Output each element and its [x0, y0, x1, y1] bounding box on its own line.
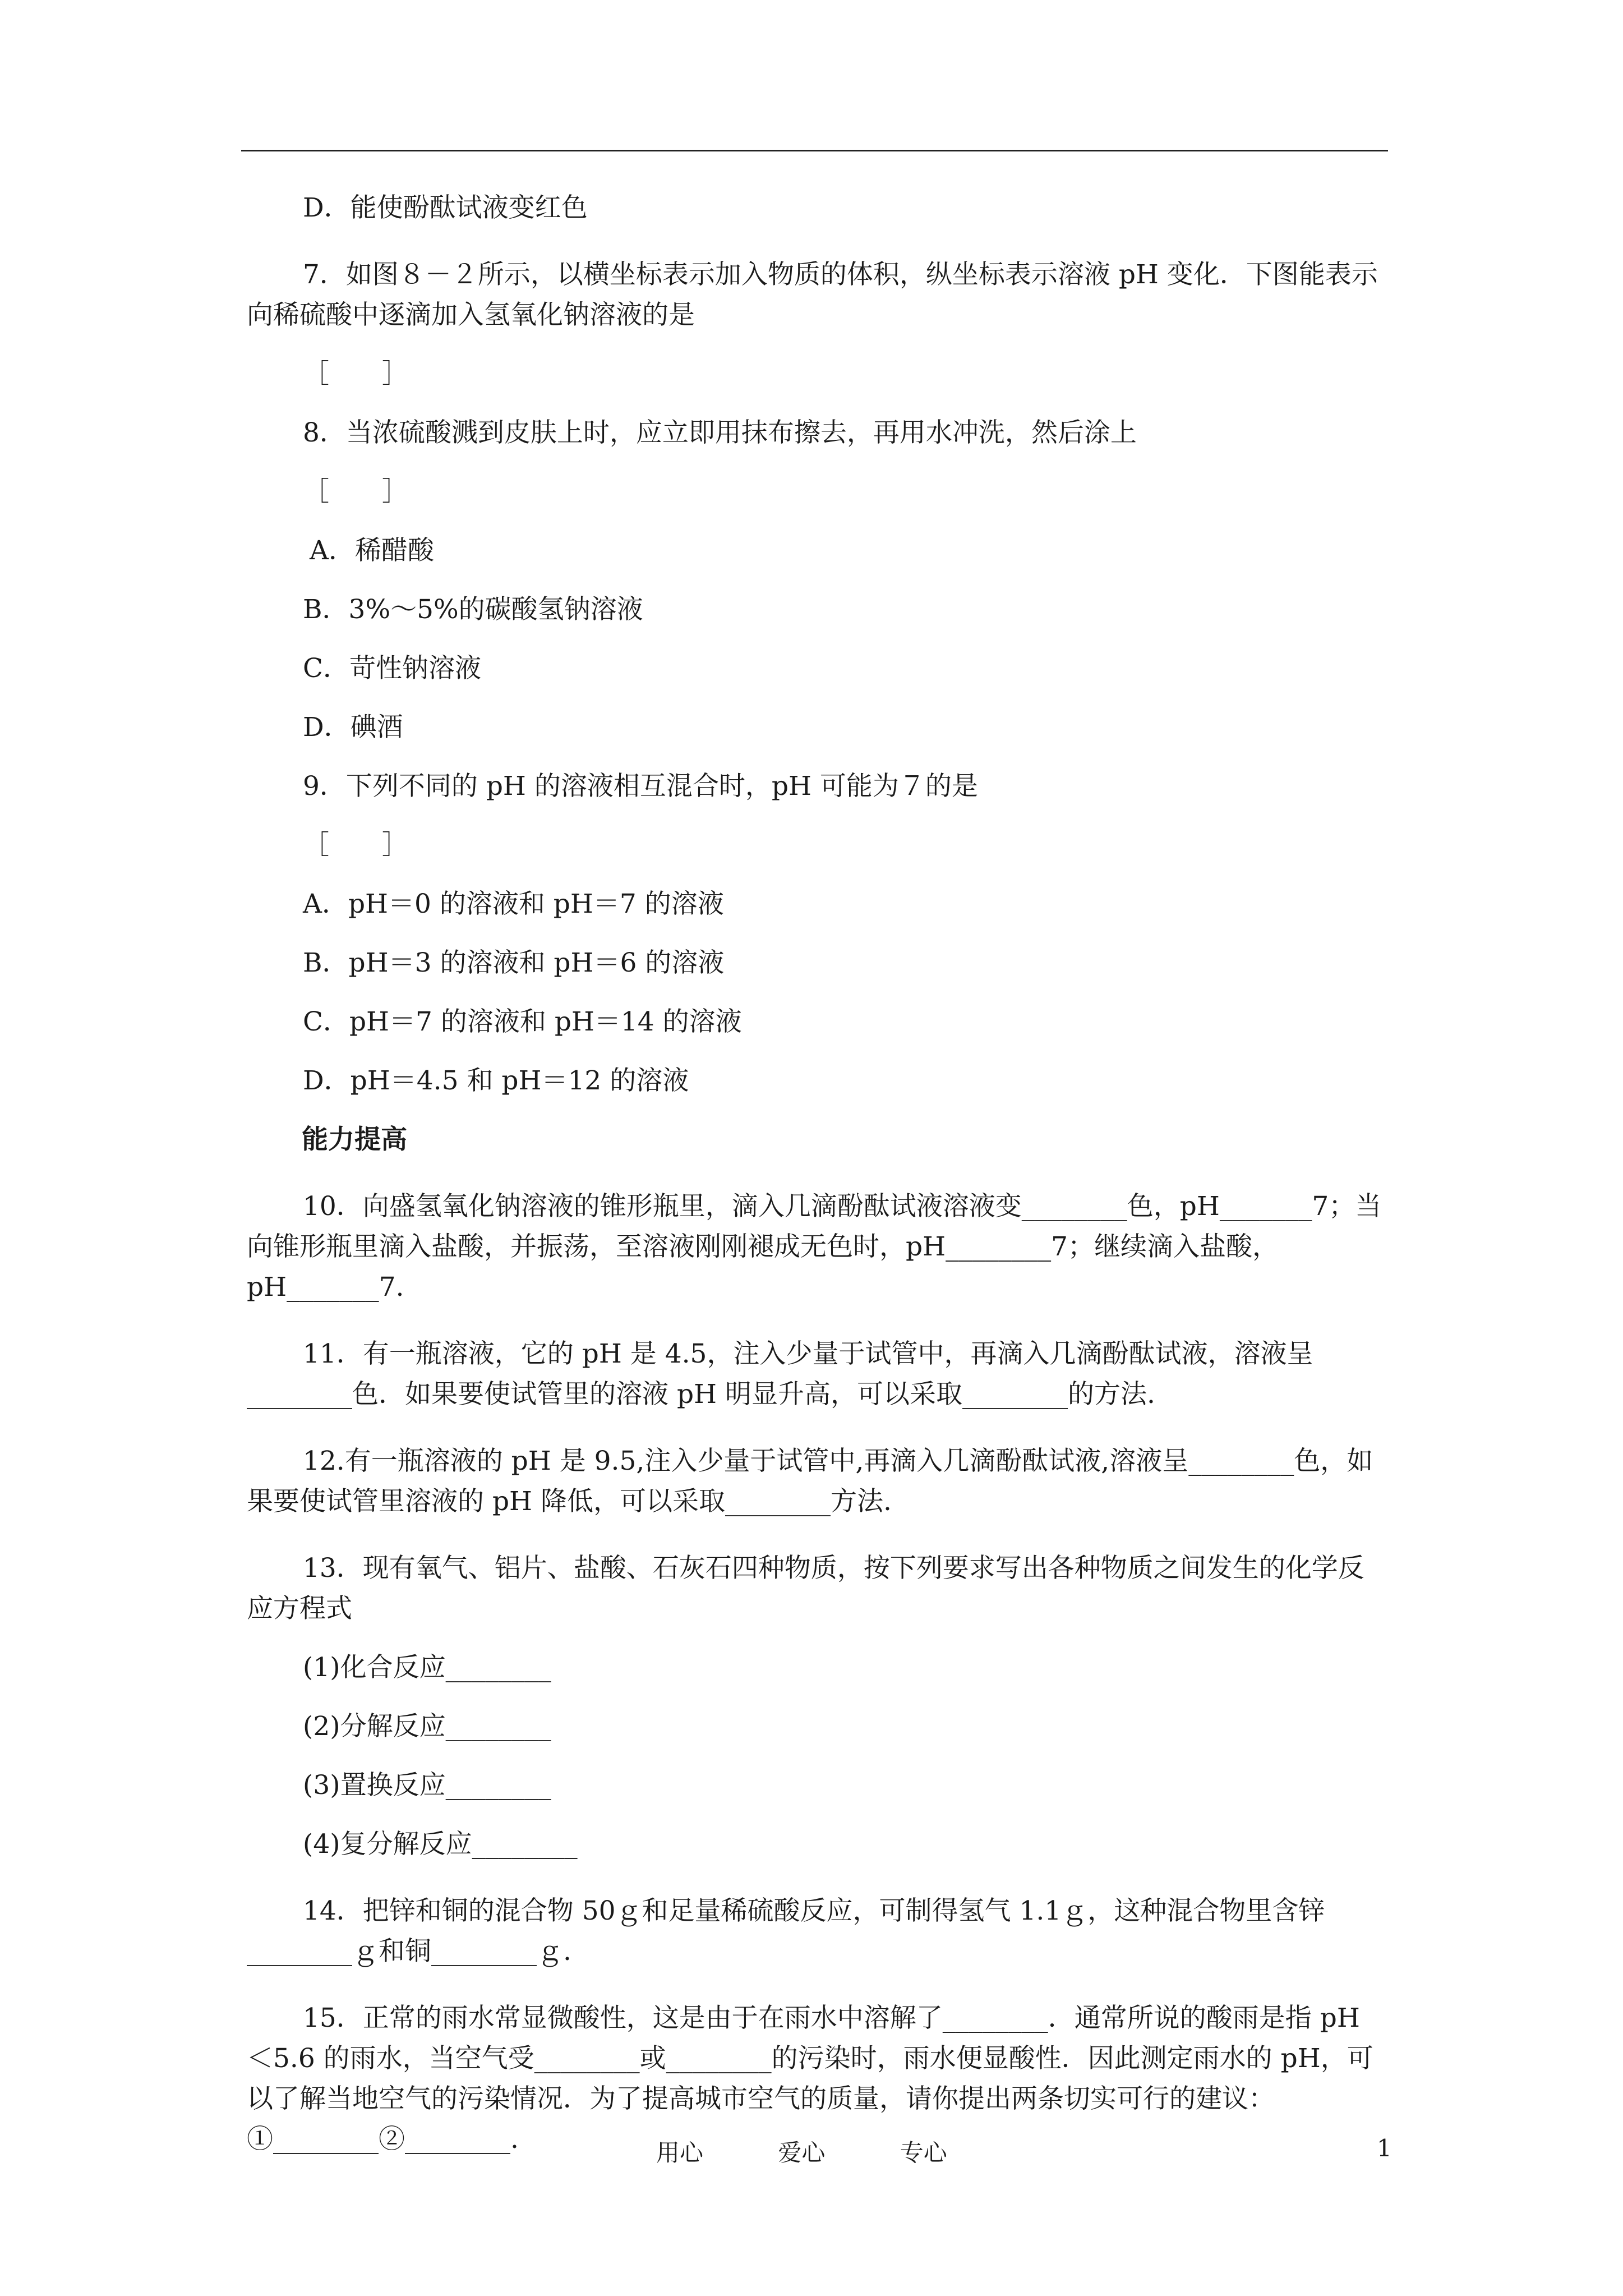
- question-15: 15．正常的雨水常显微酸性，这是由于在雨水中溶解了________．通常所说的酸雨是指 pH＜5.6 的雨水，当空气受________或________的污染时，雨水便显酸性．因此测定雨水的 pH，可以了解当地空气的污染情况．为了提高城市空气的质量，请你提出两条切实可行的建议：①________②________.: [247, 2003, 1373, 2155]
- option-8b: B．3%～5%的碳酸氢钠溶液: [303, 594, 643, 625]
- question-12: 12.有一瓶溶液的 pH 是 9.5,注入少量于试管中,再滴入几滴酚酞试液,溶液呈________色，如果要使试管里溶液的 pH 降低，可以采取________方法.: [247, 1446, 1373, 1517]
- option-9b: B．pH＝3 的溶液和 pH＝6 的溶液: [303, 947, 725, 978]
- question-9: 9．下列不同的 pH 的溶液相互混合时，pH 可能为７的是: [303, 771, 978, 802]
- question-13-part-3: (3)置换反应________: [303, 1770, 551, 1801]
- option-9d: D．pH＝4.5 和 pH＝12 的溶液: [303, 1065, 689, 1096]
- answer-bracket-8: ［ ］: [303, 476, 408, 507]
- section-heading: 能力提高: [302, 1124, 407, 1155]
- option-6d: D．能使酚酞试液变红色: [303, 192, 588, 223]
- answer-bracket-7: ［ ］: [303, 358, 408, 389]
- option-8d: D．碘酒: [303, 712, 403, 743]
- option-9a: A．pH＝0 的溶液和 pH＝7 的溶液: [303, 889, 724, 919]
- header-rule: [241, 150, 1388, 151]
- question-11: 11．有一瓶溶液，它的 pH 是 4.5，注入少量于试管中，再滴入几滴酚酞试液，溶液呈________色．如果要使试管里的溶液 pH 明显升高，可以采取________的方法.: [247, 1338, 1313, 1410]
- document-body: [247, 188, 1385, 2178]
- question-14: 14．把锌和铜的混合物 50ｇ和足量稀硫酸反应，可制得氢气 1.1ｇ，这种混合物里含锌________ｇ和铜________ｇ.: [247, 1895, 1325, 1967]
- footer-motto-3: 专心: [900, 2139, 947, 2166]
- footer-motto-1: 用心: [656, 2139, 704, 2166]
- option-8a: A．稀醋酸: [310, 535, 434, 566]
- footer-motto: [656, 2134, 1015, 2168]
- question-8: 8．当浓硫酸溅到皮肤上时，应立即用抹布擦去，再用水冲洗，然后涂上: [303, 417, 1137, 448]
- footer-motto-2: 爱心: [778, 2139, 826, 2166]
- page-footer: [0, 2134, 1623, 2168]
- question-13-part-1: (1)化合反应________: [303, 1652, 551, 1683]
- question-13-part-2: (2)分解反应________: [303, 1711, 551, 1742]
- question-7: 7．如图８－２所示，以横坐标表示加入物质的体积，纵坐标表示溶液 pH 变化．下图能表示向稀硫酸中逐滴加入氢氧化钠溶液的是: [247, 259, 1378, 330]
- question-10: 10．向盛氢氧化钠溶液的锥形瓶里，滴入几滴酚酞试液溶液变________色，pH_______7；当向锥形瓶里滴入盐酸，并振荡，至溶液刚刚褪成无色时，pH________7；继续滴入盐酸，pH_______7.: [247, 1191, 1382, 1303]
- page-number: 1: [1377, 2134, 1392, 2162]
- option-8c: C．苛性钠溶液: [303, 653, 481, 684]
- answer-bracket-9: ［ ］: [303, 830, 408, 861]
- option-9c: C．pH＝7 的溶液和 pH＝14 的溶液: [303, 1006, 742, 1037]
- question-13: 13．现有氧气、铝片、盐酸、石灰石四种物质，按下列要求写出各种物质之间发生的化学反应方程式: [247, 1553, 1364, 1624]
- question-13-part-4: (4)复分解反应________: [303, 1829, 578, 1860]
